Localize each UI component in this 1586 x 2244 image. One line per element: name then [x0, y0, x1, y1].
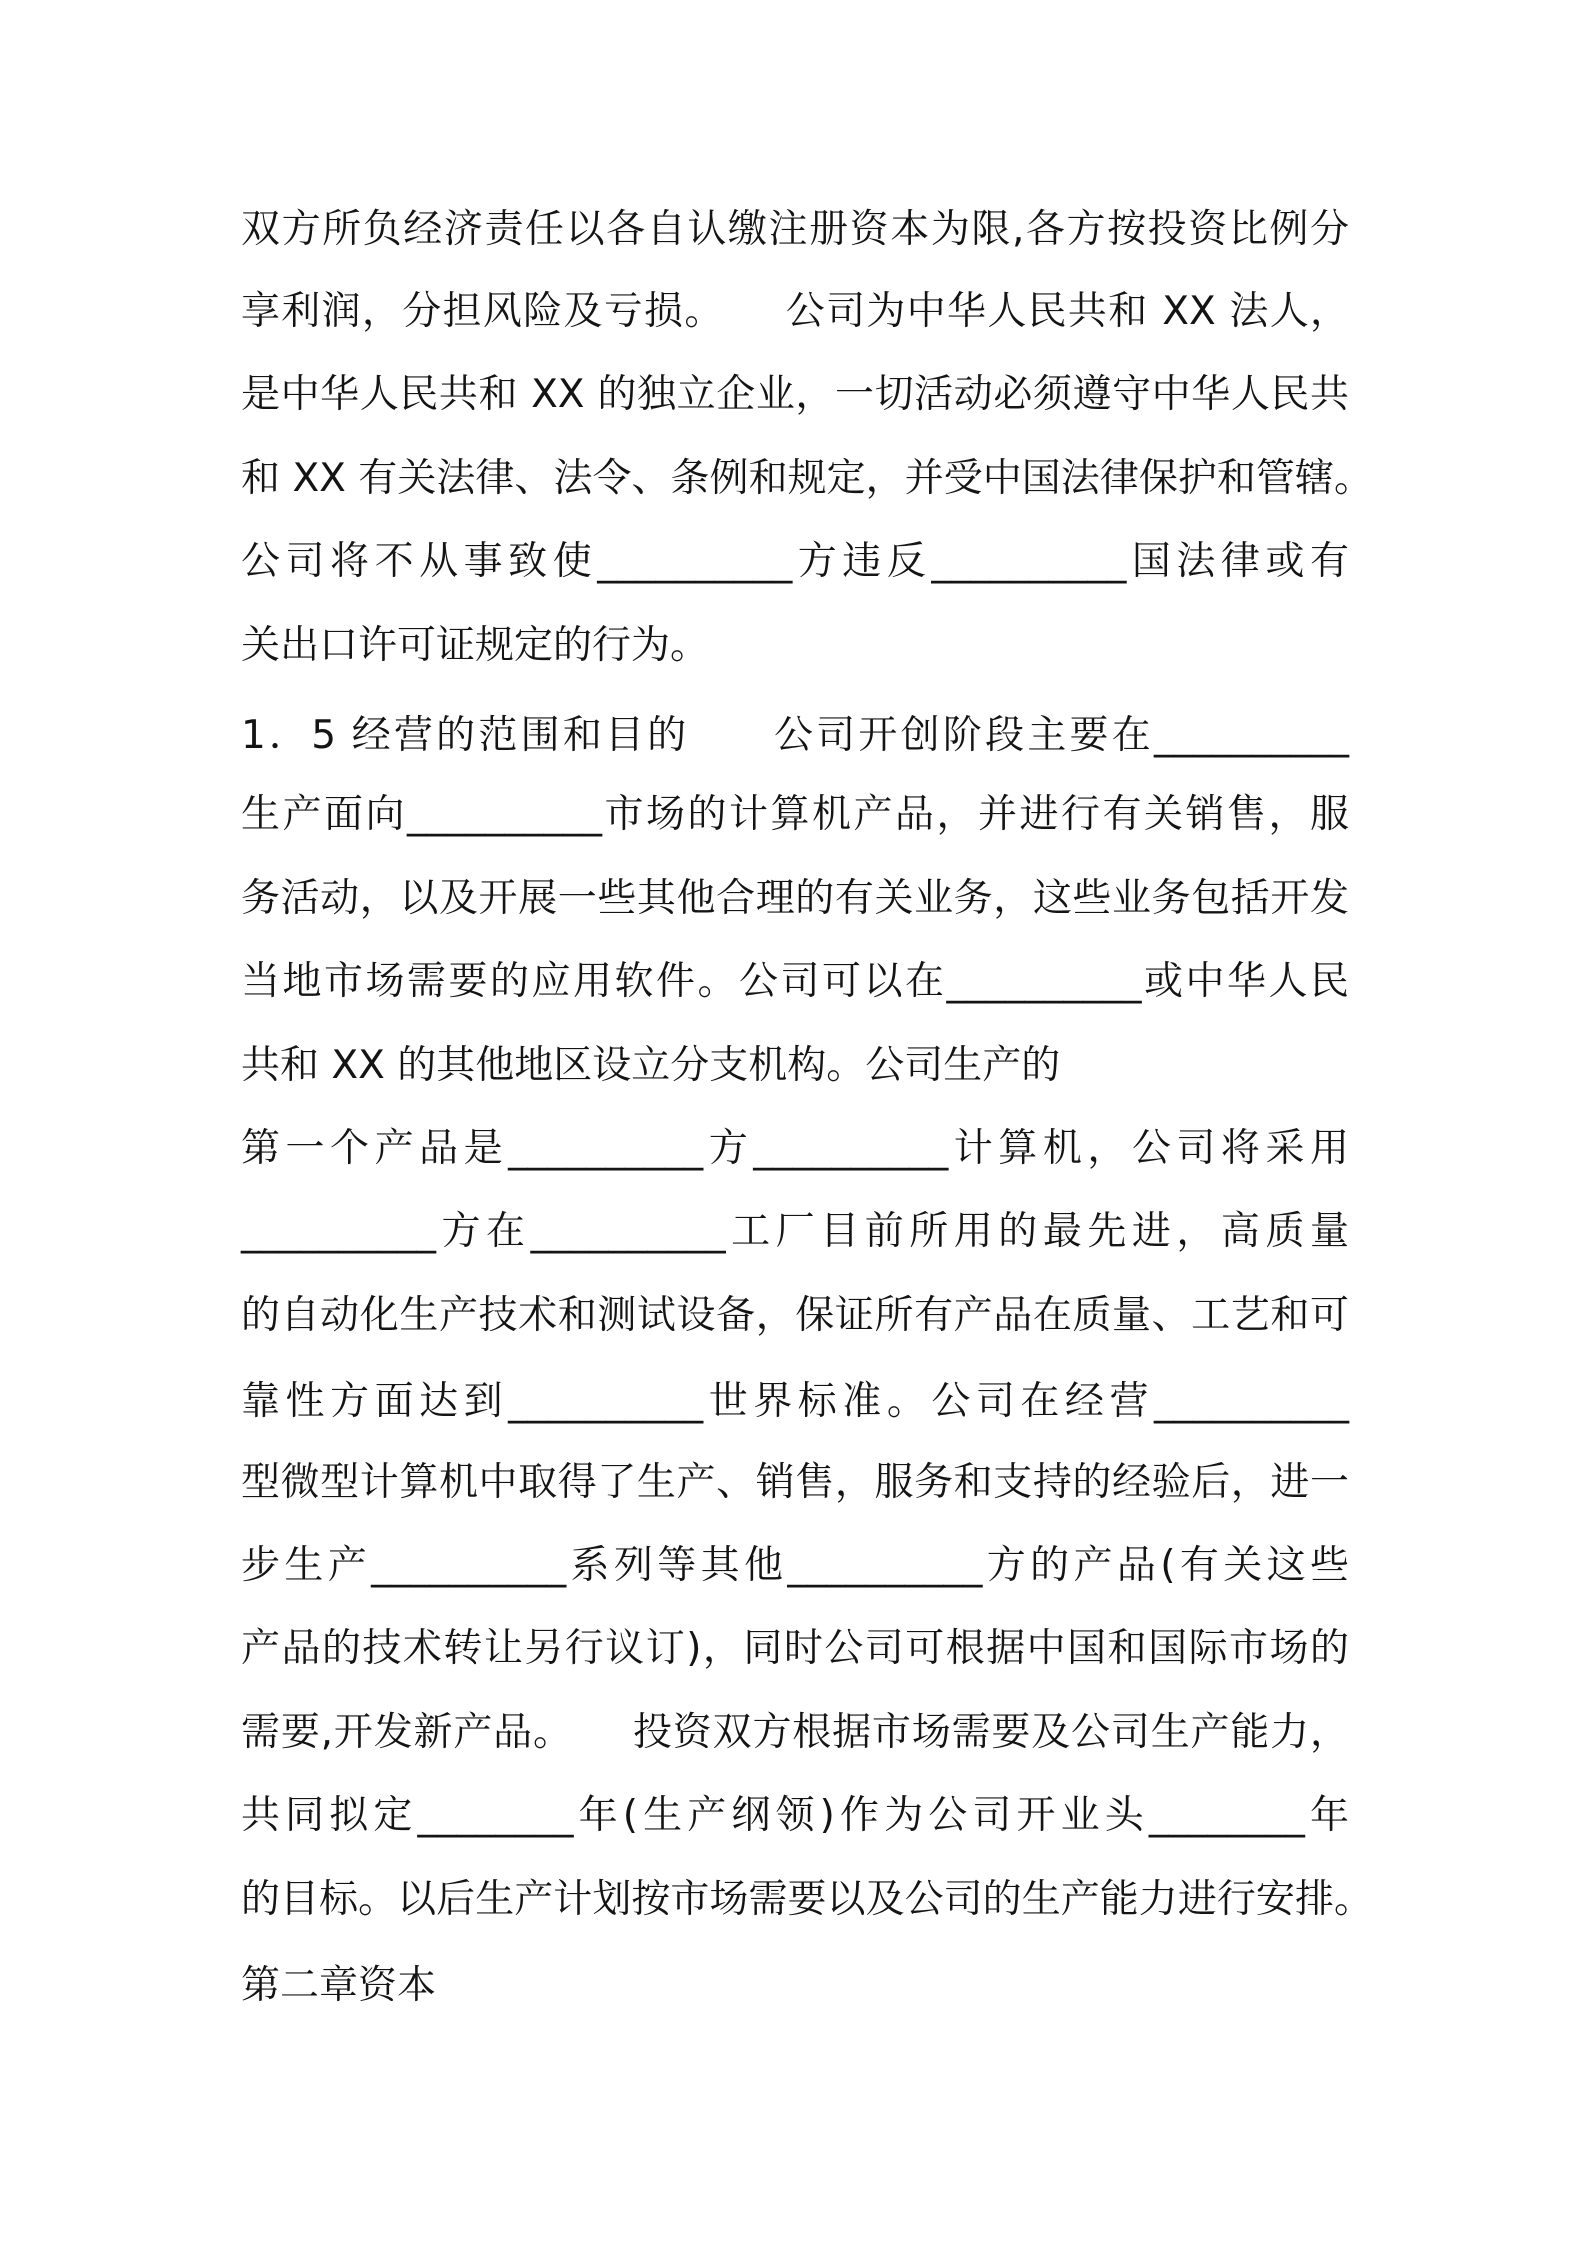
paragraph-line: 关出口许可证规定的行为。 — [241, 623, 710, 668]
paragraph-line: 步生产__________系列等其他__________方的产品(有关这些 — [241, 1543, 1349, 1588]
paragraph-line: 共和 XX 的其他地区设立分支机构。公司生产的 — [241, 1043, 1061, 1088]
paragraph-line: 享利润，分担风险及亏损。 公司为中华人民共和 XX 法人， — [241, 289, 1349, 334]
paragraph-line: 第一个产品是__________方__________计算机，公司将采用 — [241, 1126, 1349, 1171]
chapter-heading: 第二章资本 — [241, 1963, 437, 2008]
paragraph-line: 务活动，以及开展一些其他合理的有关业务，这些业务包括开发 — [241, 876, 1349, 921]
paragraph-line: 双方所负经济责任以各自认缴注册资本为限,各方按投资比例分 — [241, 207, 1349, 252]
paragraph-line: __________方在__________工厂目前所用的最先进，高质量 — [241, 1209, 1349, 1254]
paragraph-line: 生产面向__________市场的计算机产品，并进行有关销售，服 — [241, 792, 1349, 837]
paragraph-line: 和 XX 有关法律、法令、条例和规定，并受中国法律保护和管辖。 — [241, 456, 1373, 501]
paragraph-line: 公司将不从事致使__________方违反__________国法律或有 — [241, 539, 1349, 584]
paragraph-line: 型微型计算机中取得了生产、销售，服务和支持的经验后，进一 — [241, 1460, 1349, 1505]
paragraph-line: 共同拟定________年(生产纲领)作为公司开业头________年 — [241, 1793, 1349, 1838]
section-heading-line: 1．5 经营的范围和目的 公司开创阶段主要在__________ — [241, 713, 1349, 758]
paragraph-line: 的目标。以后生产计划按市场需要以及公司的生产能力进行安排。 — [241, 1877, 1373, 1922]
paragraph-line: 产品的技术转让另行议订)，同时公司可根据中国和国际市场的 — [241, 1626, 1349, 1671]
paragraph-line: 当地市场需要的应用软件。公司可以在__________或中华人民 — [241, 959, 1349, 1004]
paragraph-line: 是中华人民共和 XX 的独立企业，一切活动必须遵守中华人民共 — [241, 372, 1349, 417]
paragraph-line: 需要,开发新产品。 投资双方根据市场需要及公司生产能力， — [241, 1710, 1349, 1755]
paragraph-line: 靠性方面达到__________世界标准。公司在经营__________ — [241, 1379, 1349, 1424]
paragraph-line: 的自动化生产技术和测试设备，保证所有产品在质量、工艺和可 — [241, 1293, 1349, 1338]
